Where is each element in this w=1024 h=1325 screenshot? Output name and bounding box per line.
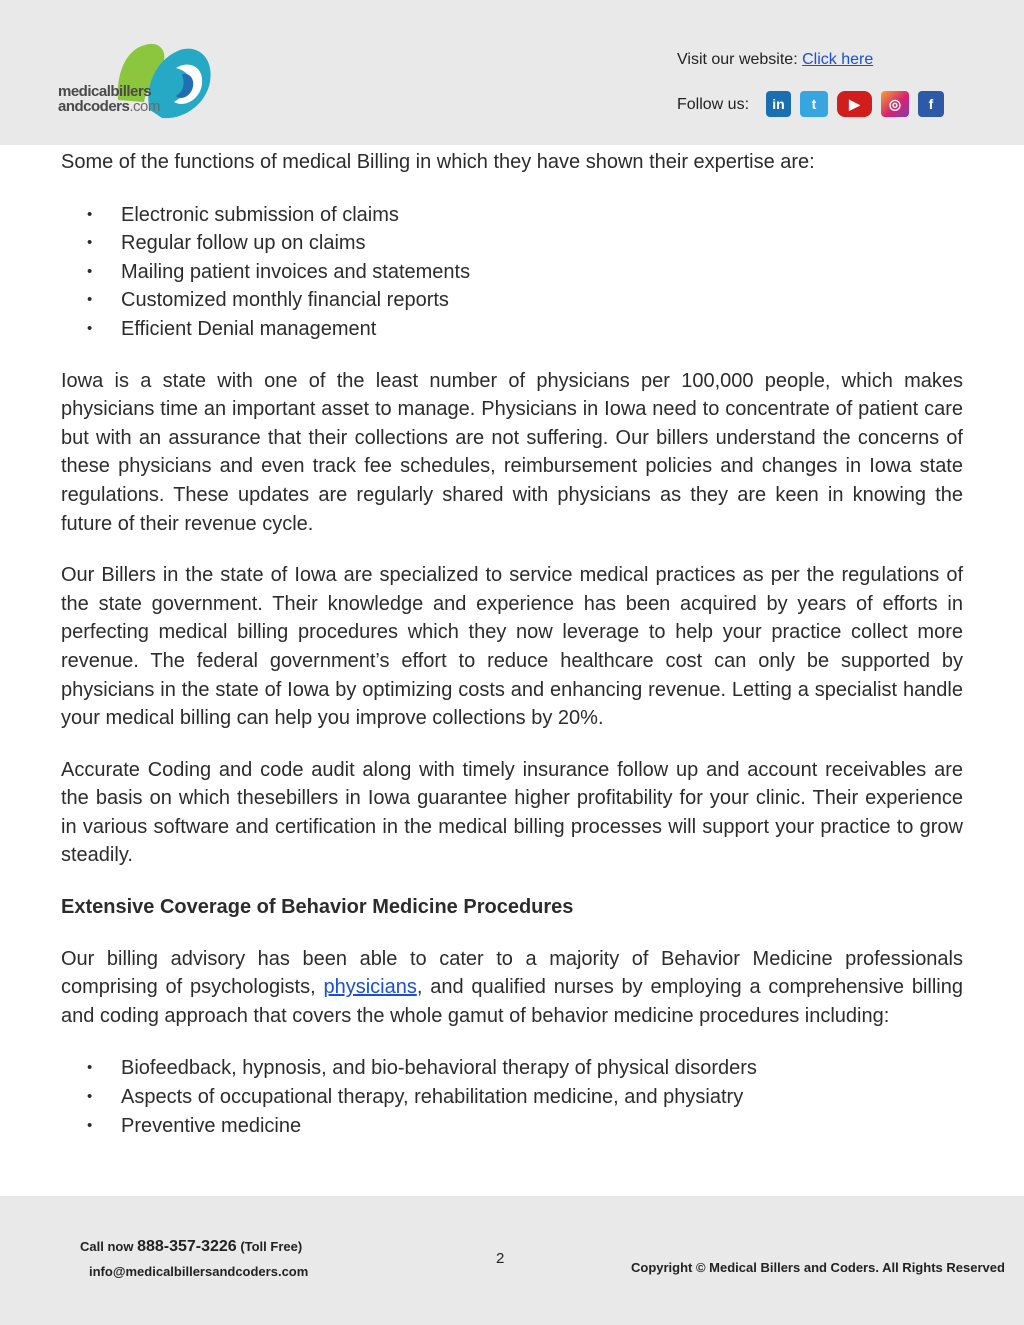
toll-free-label: (Toll Free) (236, 1239, 303, 1254)
company-logo[interactable] (58, 40, 218, 122)
call-now (80, 1238, 302, 1256)
page-footer (0, 1196, 1024, 1325)
paragraph-text: Our billing advisory has been able to cater to a majority of Behavior Medicine professionals comprising of psychologists, (61, 947, 963, 999)
paragraph-text: , and qualified nurses by employing a comprehensive billing and coding approach that covers the whole gamut of behavior medicine procedures including: (61, 976, 963, 1027)
call-prefix: Call now (80, 1239, 138, 1254)
youtube-icon[interactable]: ▶ (837, 91, 872, 117)
list-item: • Mailing patient invoices and statements (61, 258, 963, 287)
list-item: • Electronic submission of claims (61, 201, 963, 230)
follow-label: Follow us: (677, 96, 750, 113)
logo-text-line1: medicalbillers (58, 83, 152, 100)
physicians-link[interactable]: physicians (323, 976, 417, 999)
paragraph-iowa-physicians: Iowa is a state with one of the least number of physicians per 100,000 people, which makes physicians time an important asset to manage. Physicians in Iowa need to concentrate of patient care but with an assurance that their collections are not suffering. Our billers understand the concerns of these physicians and even track fee schedules, reimbursement policies and changes in Iowa state regulations. These updates are regularly shared with physicians as they are keen in knowing the future of their revenue cycle. (61, 369, 963, 535)
page-number: 2 (496, 1250, 505, 1267)
social-links (766, 91, 944, 117)
instagram-icon[interactable]: ◎ (881, 91, 909, 117)
facebook-icon[interactable]: f (918, 91, 944, 117)
visit-website (677, 51, 873, 69)
section-heading: Extensive Coverage of Behavior Medicine Procedures (61, 896, 574, 919)
twitter-icon[interactable]: t (800, 91, 828, 117)
email-address[interactable]: info@medicalbillersandcoders.com (89, 1264, 309, 1279)
paragraph-iowa-billers: Our Billers in the state of Iowa are specialized to service medical practices as per the regulations of the state government. Their knowledge and experience has been acquired by years of efforts in perfecting medical billing procedures which they now leverage to help your practice collect more revenue. The federal government’s effort to reduce healthcare cost can only be supported by physicians in the state of Iowa by optimizing costs and enhancing revenue. Letting a specialist handle your medical billing can help you improve collections by 20%. (61, 564, 963, 730)
phone-number[interactable]: 888-357-3226 (137, 1238, 237, 1255)
visit-label: Visit our website: (677, 51, 798, 68)
list-item: • Aspects of occupational therapy, rehabilitation medicine, and physiatry (61, 1083, 963, 1112)
list-item: • Efficient Denial management (61, 315, 963, 344)
paragraph-accurate-coding: Accurate Coding and code audit along with timely insurance follow up and account receivables are the basis on which thesebillers in Iowa guarantee higher profitability for your clinic. Their experience in various software and certification in the medical billing processes will support your practice to grow steadily. (61, 758, 963, 867)
list-item: • Biofeedback, hypnosis, and bio-behavioral therapy of physical disorders (61, 1054, 963, 1083)
intro-paragraph: Some of the functions of medical Billing in which they have shown their expertise are: (61, 151, 815, 173)
functions-list (61, 201, 963, 344)
logo-wordmark (58, 84, 160, 114)
linkedin-icon[interactable]: in (766, 91, 791, 117)
list-item: • Regular follow up on claims (61, 229, 963, 258)
copyright-notice: Copyright © Medical Billers and Coders. All Rights Reserved (631, 1260, 1005, 1275)
list-item: • Preventive medicine (61, 1112, 963, 1141)
logo-text-suffix: .com (129, 98, 160, 115)
logo-text-andcoders: andcoders (58, 98, 130, 115)
paragraph-billing-advisory (61, 945, 963, 1031)
procedures-list (61, 1054, 963, 1140)
list-item: • Customized monthly financial reports (61, 286, 963, 315)
logo-text-line2 (58, 99, 160, 114)
page-header (0, 0, 1024, 145)
visit-website-link[interactable]: Click here (802, 51, 874, 68)
document-body (61, 146, 963, 1140)
